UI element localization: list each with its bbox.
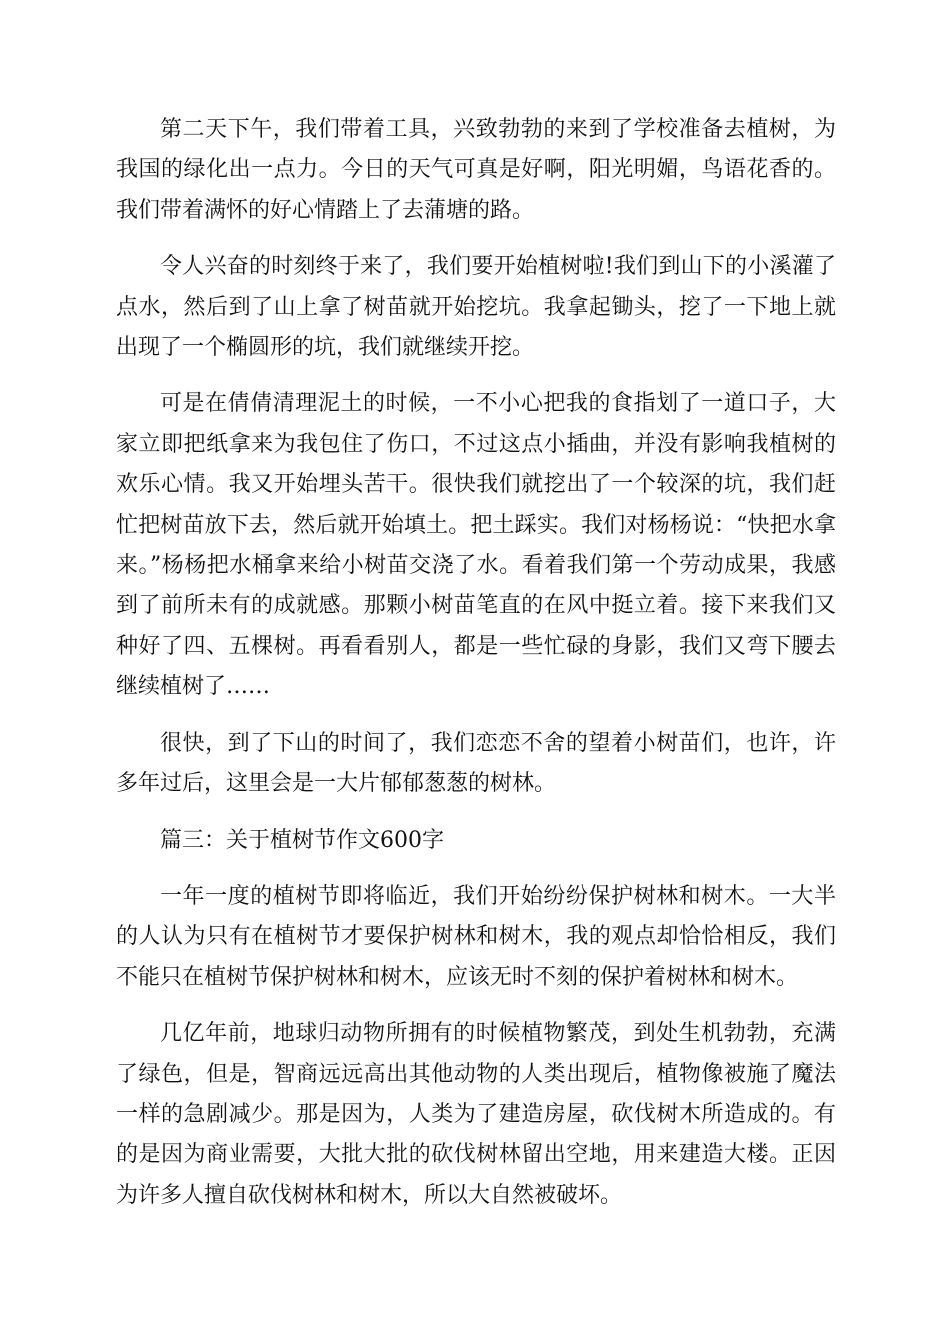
paragraph-4: 很快，到了下山的时间了，我们恋恋不舍的望着小树苗们，也许，许多年过后，这里会是一大片郁郁葱葱的树林。 — [116, 730, 836, 797]
section-heading: 篇三：关于植树节作文600字 — [160, 827, 444, 853]
paragraph-1: 第二天下午，我们带着工具，兴致勃勃的来到了学校准备去植树，为我国的绿化出一点力。今日的天气可真是好啊，阳光明媚，鸟语花香的。我们带着满怀的好心情踏上了去蒲塘的路。 — [116, 117, 836, 223]
paragraph-5: 一年一度的植树节即将临近，我们开始纷纷保护树林和树木。一大半的人认为只有在植树节才要保护树林和树木，我的观点却恰恰相反，我们不能只在植树节保护树林和树木，应该无时不刻的保护着树林和树木。 — [116, 883, 836, 990]
paragraph-6: 几亿年前，地球归动物所拥有的时候植物繁茂，到处生机勃勃，充满了绿色，但是，智商远远高出其他动物的人类出现后，植物像被施了魔法一样的急剧减少。那是因为，人类为了建造房屋，砍伐树木所造成的。有的是因为商业需要，大批大批的砍伐树林留出空地，用来建造大楼。正因为许多人擅自砍伐树林和树木，所以大自然被破坏。 — [116, 1021, 836, 1208]
paragraph-3: 可是在倩倩清理泥土的时候，一不小心把我的食指划了一道口子，大家立即把纸拿来为我包住了伤口，不过这点小插曲，并没有影响我植树的欢乐心情。我又开始埋头苦干。很快我们就挖出了一个较深的坑，我们赶忙把树苗放下去，然后就开始填土。把土踩实。我们对杨杨说：“快把水拿来。”杨杨把水桶拿来给小树苗交浇了水。看着我们第一个劳动成果，我感到了前所未有的成就感。那颗小树苗笔直的在风中挺立着。接下来我们又种好了四、五棵树。再看看别人，都是一些忙碌的身影，我们又弯下腰去继续植树了…… — [116, 391, 836, 700]
document-body — [116, 110, 836, 1232]
paragraph-2: 令人兴奋的时刻终于来了，我们要开始植树啦!我们到山下的小溪灌了点水，然后到了山上拿了树苗就开始挖坑。我拿起锄头，挖了一下地上就出现了一个椭圆形的坑，我们就继续开挖。 — [116, 254, 836, 361]
